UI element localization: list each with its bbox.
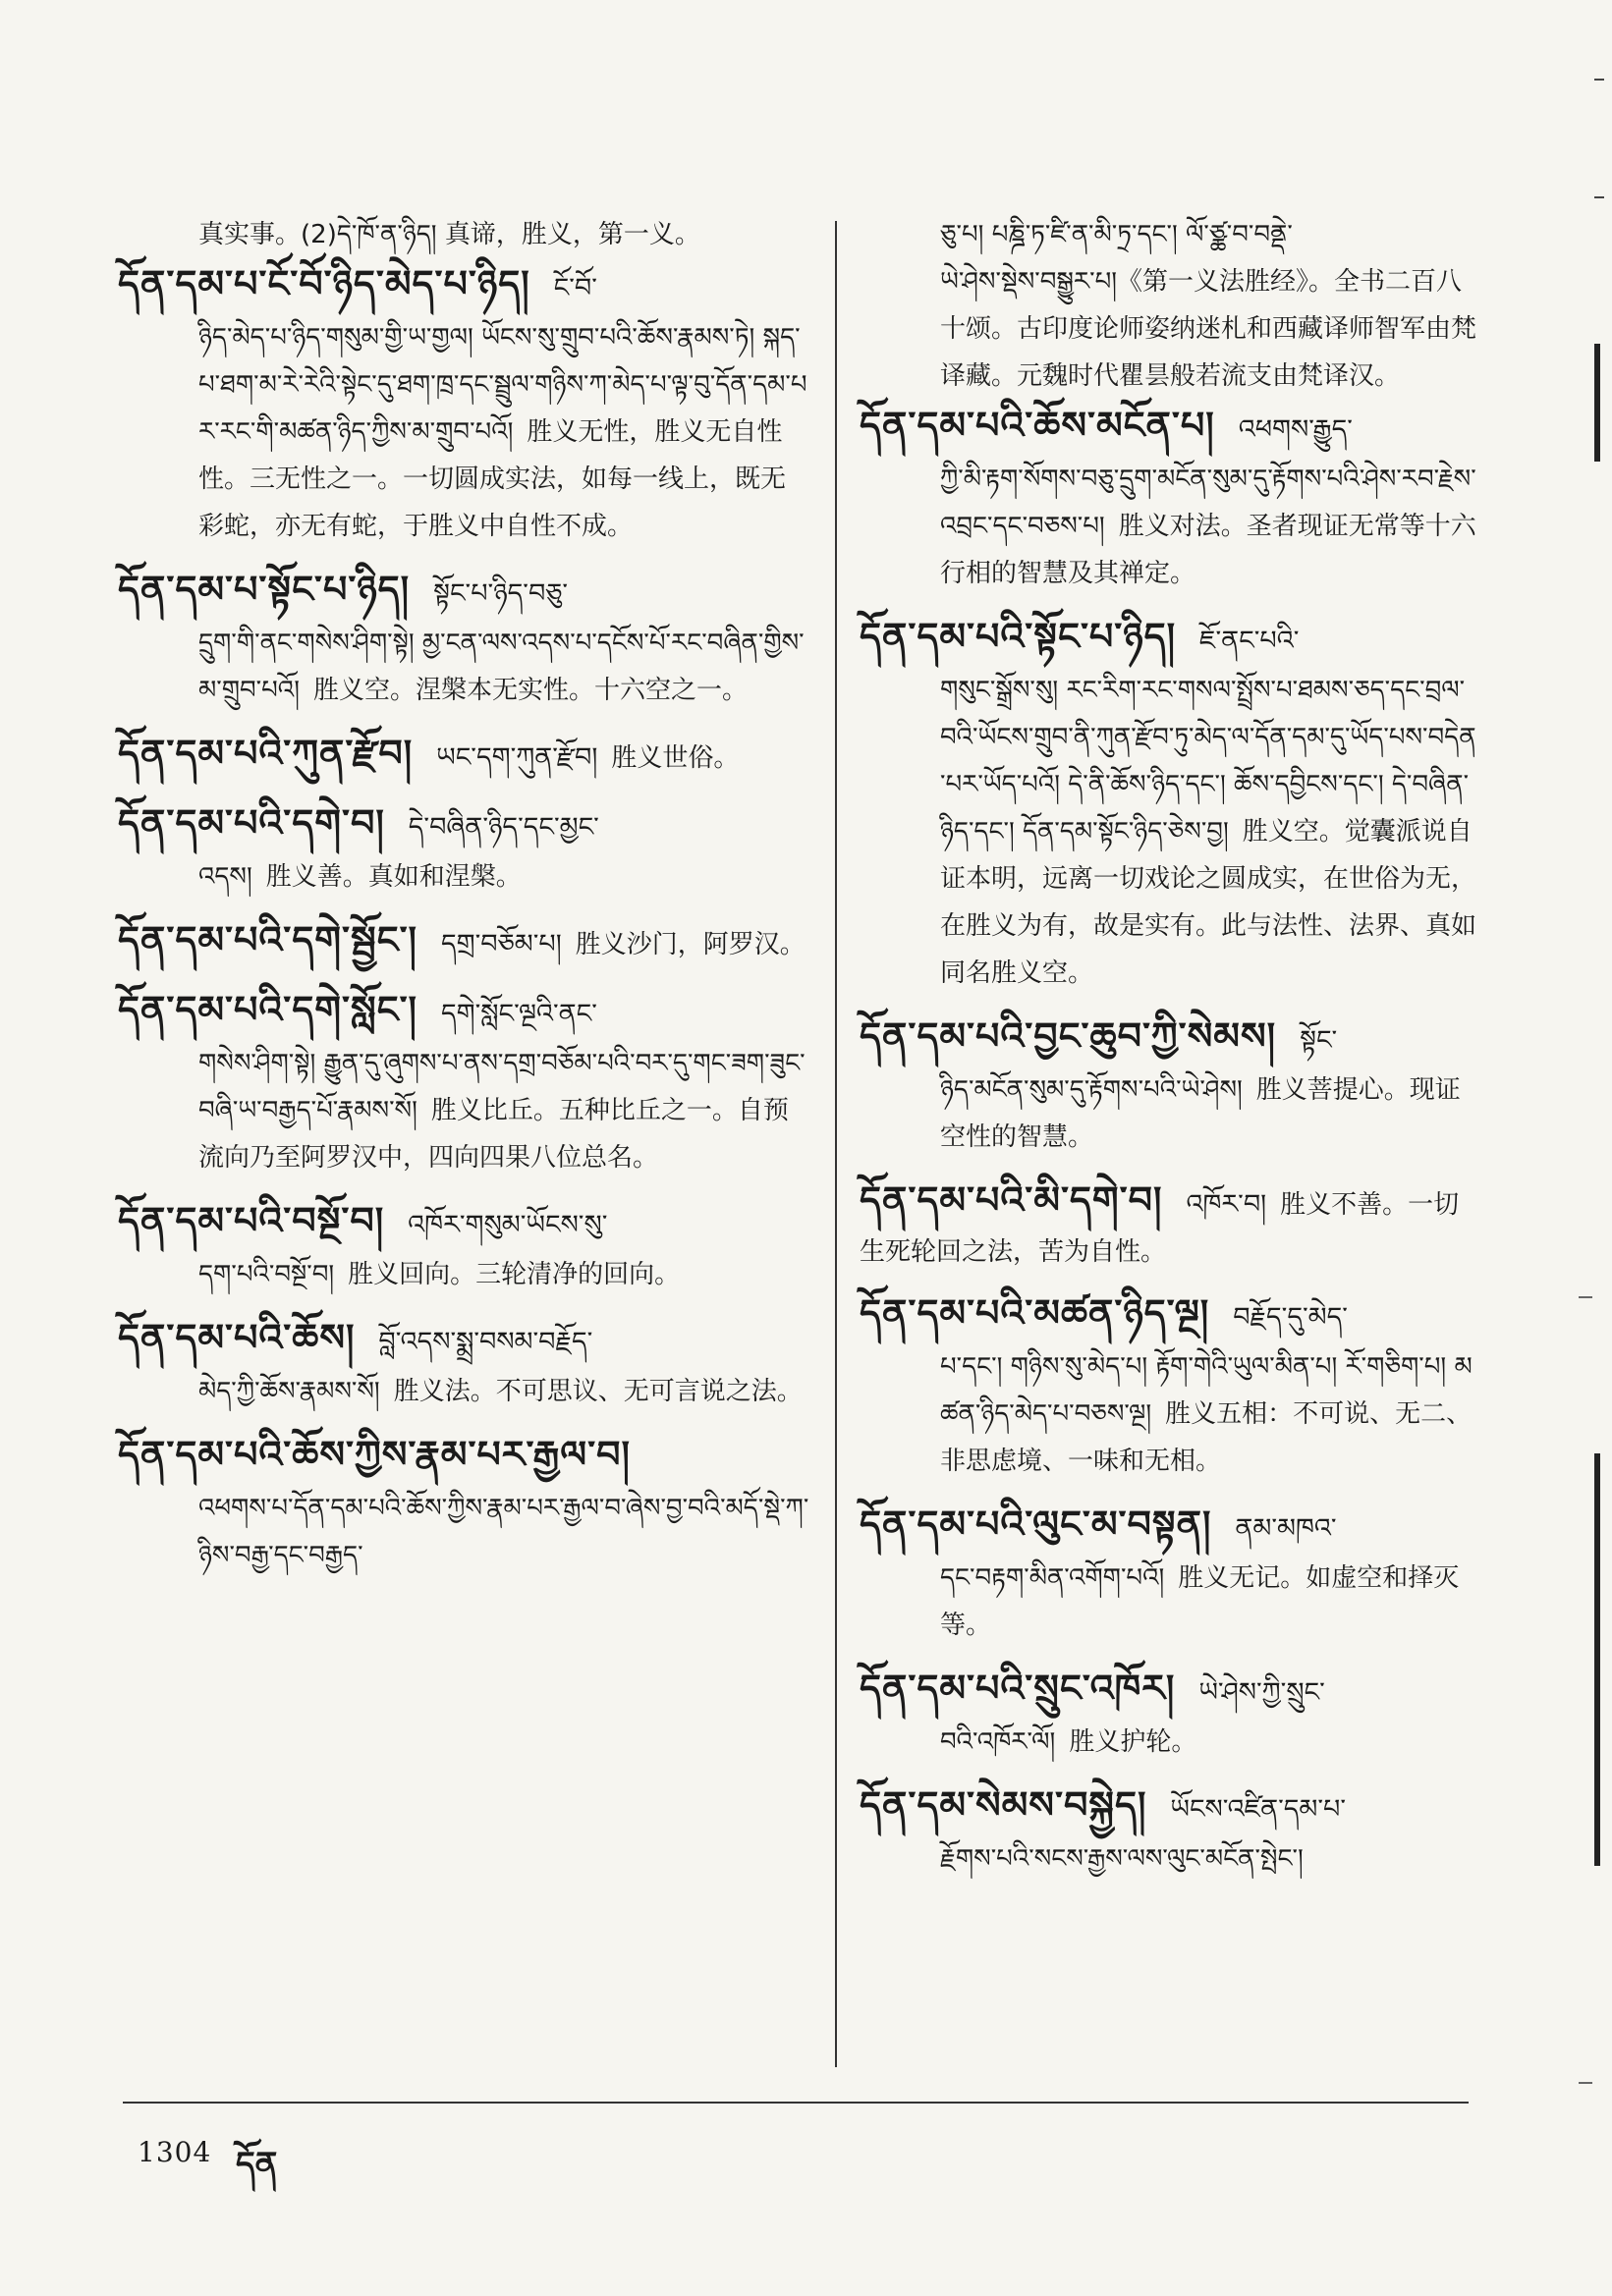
tibetan-definition	[118, 1040, 810, 1181]
tibetan-definition	[118, 620, 810, 714]
tibetan-text: གསེས་ཤིག་སྟེ། རྒྱུན་དུ་ཞུགས་པ་ནས་དགྲ་བཅོམ་པའི་བར་དུ་གང་ཟག་ཟུང་བཞི་ཡ་བརྒྱད་པོ་རྣམས་སོ།	[198, 1049, 806, 1125]
chinese-gloss: 胜义菩提心。现证空性的智慧。	[940, 1075, 1461, 1152]
chinese-gloss: 胜义无记。如虚空和择灭等。	[940, 1563, 1460, 1640]
dictionary-entry	[860, 1287, 1478, 1485]
definition-start: དེ་བཞིན་ཉིད་དང་མྱང་	[408, 812, 599, 843]
right-column	[860, 211, 1478, 1896]
chinese-gloss: 胜义回向。三轮清净的回向。	[348, 1260, 681, 1289]
tibetan-text: གསུང་སྒྲོས་སུ། རང་རིག་རང་གསལ་སྤྲོས་པ་ཐམས་ཅད་དང་བྲལ་བའི་ཡོངས་གྲུབ་ནི་ཀུན་རྫོབ་ཏུ་མེད་ལ་དོན་དམ་དུ་ཡོད་པས་བདེན་པར་ཡོད་པའོ། དེ་ནི་ཆོས་ཉིད་དང་། ཆོས་དབྱིངས་དང་། དེ་བཞིན་ཉིད་དང་། དོན་དམ་སྟོང་ཉིད་ཅེས་བྱ།	[940, 676, 1476, 847]
definition-start: འཁོར་གསུམ་ཡོངས་སུ་	[408, 1210, 608, 1240]
dictionary-entry	[118, 258, 810, 550]
headword: དོན་དམ་པའི་ཆོས་ཀྱིས་རྣམ་པར་རྒྱལ་བ།	[118, 1433, 631, 1476]
continuation-gloss: 真谛，胜义，第一义。	[444, 220, 700, 249]
headword: དོན་དམ་པའི་བྱང་ཆུབ་ཀྱི་སེམས།	[860, 1014, 1277, 1058]
dictionary-entry	[118, 564, 810, 714]
tibetan-text: ཀྱི་མི་རྟག་སོགས་བཅུ་དྲུག་མངོན་སུམ་དུ་རྟོགས་པའི་ཤེས་རབ་རྗེས་འབྲང་དང་བཅས་པ།	[940, 465, 1476, 541]
chinese-gloss: 胜义世俗。	[611, 743, 740, 773]
chinese-gloss: 胜义不善。一切生死轮回之法，苦为自性。	[860, 1190, 1460, 1267]
definition-start: ངོ་བོ་	[553, 273, 597, 303]
definition-start: ཡོངས་འཛིན་དམ་པ་	[1170, 1794, 1347, 1825]
headword: དོན་དམ་པའི་དགེ་སློང་།	[118, 988, 417, 1031]
chinese-gloss: 胜义护轮。	[1069, 1727, 1197, 1757]
continuation-text: 真实事。	[198, 220, 302, 249]
tibetan-definition	[860, 1066, 1478, 1161]
tibetan-definition	[860, 667, 1478, 997]
dictionary-entry	[860, 1779, 1478, 1883]
definition-start: བློ་འདས་སྨྲ་བསམ་བརྗོད་	[378, 1327, 593, 1357]
definition-start: ཡེ་ཤེས་ཀྱི་སྲུང་	[1198, 1677, 1325, 1708]
tibetan-definition	[118, 1251, 810, 1298]
tibetan-definition	[860, 1343, 1478, 1485]
running-head: དོན	[236, 2145, 278, 2184]
continuation-tibetan: (2)དེ་ཁོ་ན་ཉིད།	[301, 220, 437, 249]
continuation-line	[118, 211, 810, 258]
tibetan-definition	[118, 1485, 810, 1579]
tibetan-text: བའི་འཁོར་ལོ།	[940, 1727, 1056, 1757]
definition-start: དགྲ་བཅོམ་པ།	[441, 929, 562, 959]
dictionary-entry	[860, 1499, 1478, 1649]
headword: དོན་དམ་སེམས་བསྐྱེད།	[860, 1783, 1147, 1827]
tibetan-definition	[860, 456, 1478, 597]
tibetan-text: རྗོགས་པའི་སངས་རྒྱས་ལས་ལུང་མངོན་སྤེང་།	[940, 1844, 1304, 1874]
scan-edge-mark	[1579, 1296, 1592, 1298]
headword: དོན་དམ་པའི་ཆོས།	[118, 1316, 356, 1359]
headword: དོན་དམ་པའི་མི་དགེ་བ།	[860, 1178, 1163, 1222]
tibetan-text: མེད་ཀྱི་ཆོས་རྣམས་སོ།	[198, 1377, 380, 1406]
headword: དོན་དམ་པའི་སྲུང་འཁོར།	[860, 1667, 1176, 1710]
left-column	[118, 211, 810, 1593]
dictionary-entry	[860, 1175, 1478, 1274]
scan-edge-mark	[1579, 2082, 1592, 2084]
chinese-gloss: 胜义比丘。五种比丘之一。自预流向乃至阿罗汉中，四向四果八位总名。	[198, 1096, 789, 1173]
tibetan-definition	[118, 1368, 810, 1415]
continuation-line	[860, 258, 1478, 400]
dictionary-entry	[118, 1195, 810, 1298]
dictionary-entry	[860, 611, 1478, 997]
scan-edge-mark	[1594, 344, 1600, 462]
continuation-line	[860, 211, 1478, 258]
headword: དོན་དམ་པའི་ལུང་མ་བསྟན།	[860, 1503, 1212, 1546]
headword: དོན་དམ་པའི་དགེ་བ།	[118, 801, 385, 845]
headword: དོན་དམ་པའི་མཚན་ཉིད་ལྔ།	[860, 1291, 1210, 1335]
definition-start: ཡང་དག་ཀུན་རྫོབ།	[436, 742, 598, 773]
continuation-tibetan: ཅུ་པ། པཎྜི་ཏ་ཛི་ན་མི་ཏྲ་དང་། ལོ་ཙྪ་བ་བནྡེ་	[940, 220, 1293, 249]
scan-edge-mark	[1594, 196, 1604, 198]
headword: དོན་དམ་པའི་ཆོས་མངོན་པ།	[860, 404, 1215, 447]
tibetan-text: ཉིད་མངོན་སུམ་དུ་རྟོགས་པའི་ཡེ་ཤེས།	[940, 1075, 1243, 1105]
tibetan-text: འཕགས་པ་དོན་དམ་པའི་ཆོས་ཀྱིས་རྣམ་པར་རྒྱལ་བ་ཞེས་བྱ་བའི་མདོ་སྡེ་ཀ་ཉིས་བརྒྱ་དང་བརྒྱད་	[198, 1494, 809, 1570]
definition-start: ཇོ་ནང་པའི་	[1199, 626, 1300, 656]
headword: དོན་དམ་པའི་སྟོང་པ་ཉིད།	[860, 615, 1177, 658]
chinese-gloss: 胜义对法。圣者现证无常等十六行相的智慧及其禅定。	[940, 512, 1476, 588]
tibetan-definition	[860, 1835, 1478, 1883]
tibetan-definition	[118, 314, 810, 550]
definition-start: ནམ་མཁའ་	[1235, 1513, 1337, 1544]
scan-edge-mark	[1594, 1453, 1600, 1866]
tibetan-text: དག་པའི་བསྔོ་བ།	[198, 1260, 335, 1289]
chinese-gloss: 胜义无性，胜义无自性性。三无性之一。一切圆成实法，如每一线上，既无彩蛇，亦无有蛇，于胜义中自性不成。	[198, 417, 787, 541]
dictionary-entry	[118, 797, 810, 901]
tibetan-text: པ་དང་། གཉིས་སུ་མེད་པ། རྟོག་གེའི་ཡུལ་མིན་པ། རོ་གཅིག་པ། མཚན་ཉིད་མེད་པ་བཅས་ལྔ།	[940, 1352, 1473, 1429]
definition-start: འཁོར་བ།	[1186, 1189, 1267, 1220]
dictionary-entry	[118, 914, 810, 970]
headword: དོན་དམ་པ་ངོ་བོ་ཉིད་མེད་པ་ཉིད།	[118, 262, 530, 305]
chinese-gloss: 胜义沙门，阿罗汉。	[575, 930, 806, 959]
continuation-tibetan: ཡེ་ཤེས་སྡེས་བསྒྱུར་པ།	[940, 267, 1118, 297]
chinese-gloss: 胜义空。觉囊派说自证本明，远离一切戏论之圆成实，在世俗为无，在胜义为有，故是实有。此与法性、法界、真如同名胜义空。	[940, 817, 1477, 988]
definition-start: སྟོང་	[1300, 1025, 1338, 1056]
chinese-gloss: 胜义善。真如和涅槃。	[265, 862, 522, 892]
dictionary-entry	[118, 728, 810, 784]
dictionary-entry	[860, 400, 1478, 597]
dictionary-entry	[860, 1011, 1478, 1161]
dictionary-entry	[118, 1312, 810, 1415]
tibetan-text: འདས།	[198, 862, 252, 892]
definition-start: འཕགས་རྒྱུད་	[1238, 414, 1353, 445]
column-divider	[835, 221, 837, 2067]
tibetan-text: ཉིད་མེད་པ་ཉིད་གསུམ་གྱི་ཡ་གྱལ། ཡོངས་སུ་གྲུབ་པའི་ཆོས་རྣམས་ཏེ། སྐད་པ་ཐག་མ་རེ་རེའི་སྟེང་དུ་ཐག་ཁྲ་དང་སྦྲུལ་གཉིས་ཀ་མེད་པ་ལྟ་བུ་དོན་དམ་པར་རང་གི་མཚན་ཉིད་ཀྱིས་མ་གྲུབ་པའོ།	[198, 323, 807, 447]
tibetan-text: དང་བརྟག་མིན་འགོག་པའོ།	[940, 1563, 1165, 1593]
headword: དོན་དམ་པའི་དགེ་སྦྱོང་།	[118, 918, 417, 961]
definition-start: བརྗོད་དུ་མེད་	[1233, 1302, 1348, 1333]
dictionary-entry	[118, 984, 810, 1181]
chinese-gloss: 胜义法。不可思议、无可言说之法。	[393, 1377, 803, 1406]
chinese-gloss: 胜义空。涅槃本无实性。十六空之一。	[312, 676, 748, 705]
headword: དོན་དམ་པའི་ཀུན་རྫོབ།	[118, 732, 414, 775]
headword: དོན་དམ་པ་སྟོང་པ་ཉིད།	[118, 568, 411, 611]
scan-edge-mark	[1594, 79, 1604, 81]
tibetan-definition	[118, 853, 810, 901]
tibetan-definition	[860, 1719, 1478, 1766]
continuation-gloss: 《第一义法胜经》。全书二百八十颂。古印度论师姿纳迷札和西藏译师智军由梵译藏。元魏时代瞿昙般若流支由梵译汉。	[940, 267, 1477, 391]
tibetan-definition	[860, 1555, 1478, 1649]
definition-start: དགེ་སློང་ལྔའི་ནང་	[441, 999, 597, 1029]
dictionary-entry	[118, 1429, 810, 1579]
footer-rule	[123, 2102, 1469, 2104]
definition-start: སྟོང་པ་ཉིད་བཅུ་	[433, 578, 569, 609]
headword: དོན་དམ་པའི་བསྔོ་བ།	[118, 1199, 385, 1242]
page-number: 1304	[138, 2136, 212, 2168]
chinese-gloss: 胜义五相：不可说、无二、非思虑境、一味和无相。	[940, 1399, 1473, 1476]
dictionary-entry	[860, 1663, 1478, 1766]
tibetan-text: དྲུག་གི་ནང་གསེས་ཤིག་སྟེ། མྱ་ངན་ལས་འདས་པ་དངོས་པོ་རང་བཞིན་གྱིས་མ་གྲུབ་པའོ།	[198, 629, 805, 705]
